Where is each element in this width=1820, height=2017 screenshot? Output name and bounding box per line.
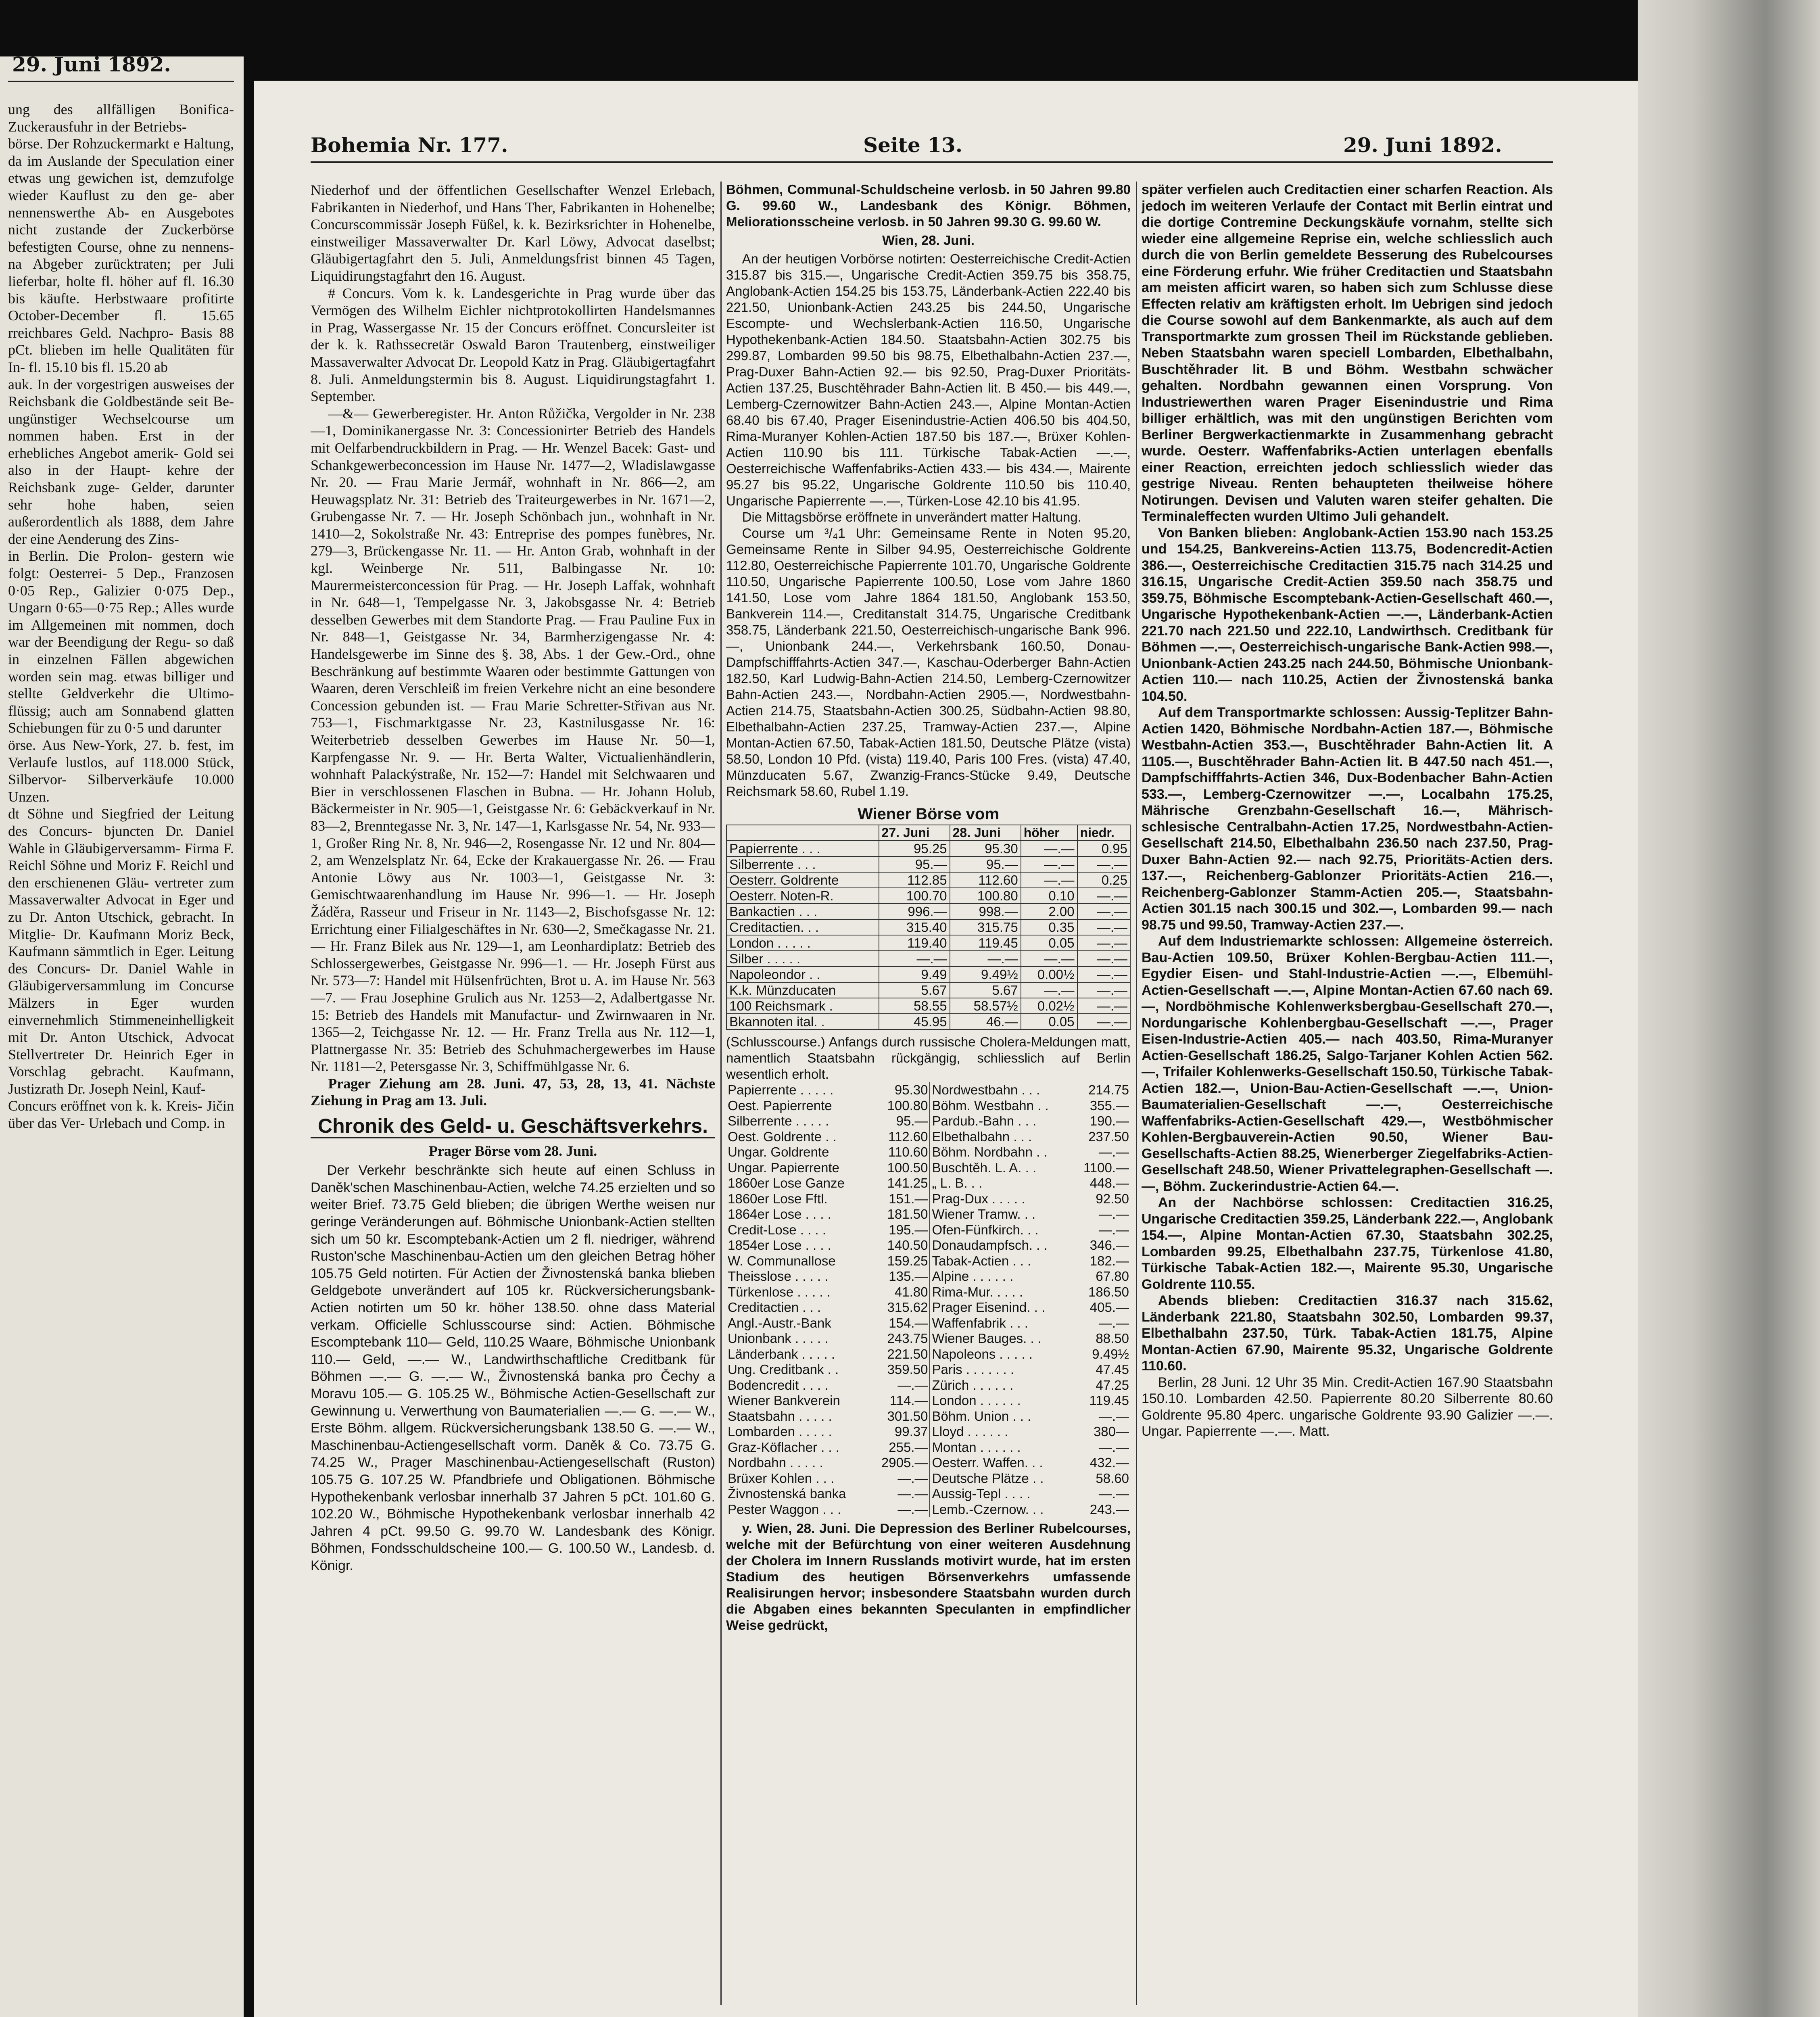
left-paragraph: ung des allfälligen Bonifica- Zuckerausfuhr in der Betriebs- (8, 101, 234, 135)
quote-cell: 88.50 (1096, 1331, 1129, 1346)
quote-cell: 114.— (870, 1393, 930, 1409)
quote-cell: —.— (1077, 1014, 1130, 1029)
quote-cell: 355.— (1089, 1098, 1129, 1113)
quote-cell: 315.75 (950, 919, 1021, 935)
security-name: 1860er Lose Fftl. (728, 1191, 828, 1206)
security-name: Aussig-Tepl . . . . (932, 1486, 1031, 1501)
security-name: Napoleondor . . (726, 967, 879, 982)
table-row (726, 1331, 1131, 1347)
quote-cell: —.— (1098, 1207, 1129, 1221)
column-header: niedr. (1077, 825, 1130, 841)
quote-cell: 110.60 (870, 1144, 930, 1160)
quote-cell: 58.57½ (950, 998, 1021, 1014)
security-name: Buschtěh. L. A. . . (932, 1160, 1037, 1175)
notice-paragraph: Niederhof und der öffentlichen Gesellschafter Wenzel Erlebach, Fabrikanten in Niederhof, und Hans Ther, Fabrikanten in Hohenelbe; Concurscommissär Joseph Füßel, k. k. Bezirksrichter in Hohenelbe, einstweiliger Massaverwalter Dr. Karl Löwy, Advocat daselbst; Gläubigertagfahrt den 5. Juli, Anmeldungsfrist binnen 45 Tagen, Liquidirungstagfahrt den 16. August. (311, 182, 715, 284)
quote-cell: 0.05 (1021, 935, 1077, 951)
column-2 (726, 182, 1131, 2005)
table-row (726, 1191, 1131, 1207)
quote-cell: 41.80 (870, 1284, 930, 1300)
berlin-report: Berlin, 28 Juni. 12 Uhr 35 Min. Credit-Actien 167.90 Staatsbahn 150.10. Lombarden 42.50. Papierrente 80.20 Silberrente 80.60 Goldrente 95.80 4perc. ungarische Goldrente 93.90 Galizier —.—. Ungar. Papierrente —.—. Matt. (1142, 1374, 1553, 1439)
wiener-boerse-table (726, 825, 1131, 1030)
quote-cell: 154.— (870, 1315, 930, 1331)
quote-cell: 99.37 (870, 1424, 930, 1440)
security-name: Unionbank . . . . . (728, 1331, 829, 1346)
quote-cell: —.— (1077, 935, 1130, 951)
quote-cell: —.— (1098, 1408, 1129, 1424)
quote-cell: 221.50 (870, 1347, 930, 1362)
landesbank-paragraph: Böhmen, Communal-Schuldscheine verlosb. in 50 Jahren 99.80 G. 99.60 W., Landesbank des Königr. Böhmen, Meliorationsscheine verlosb. in 50 Jahren 99.30 G. 99.60 W. (726, 182, 1131, 229)
quote-cell: 190.— (1089, 1113, 1129, 1128)
security-name: Živnostenská banka (728, 1486, 846, 1501)
column-header (726, 825, 879, 841)
table-row (726, 872, 1130, 888)
quote-cell: 67.80 (1096, 1269, 1129, 1284)
table-row (726, 1424, 1131, 1440)
left-paragraph: Concurs eröffnet von k. k. Kreis- Jičin über das Ver- Urlebach und Comp. in (8, 1098, 234, 1132)
table-row (726, 1362, 1131, 1378)
quote-cell: 151.— (870, 1191, 930, 1207)
quote-cell: 255.— (870, 1440, 930, 1455)
table-row (726, 1014, 1130, 1029)
prager-boerse-title: Prager Börse vom 28. Juni. (428, 1142, 597, 1159)
quote-cell: —.— (1098, 1222, 1129, 1237)
schlusscourse-intro: (Schlusscourse.) Anfangs durch russische Cholera-Meldungen matt, namentlich Staatsbahn rückgängig, schliesslich auf Berlin wesentlich erholt. (726, 1034, 1131, 1082)
security-name: Böhm. Union . . . (932, 1408, 1031, 1424)
quote-cell: 45.95 (879, 1014, 950, 1029)
quote-cell: 237.50 (1088, 1129, 1129, 1144)
closing-prices-table (726, 1082, 1131, 1517)
security-name: Nordwestbahn . . . (932, 1082, 1040, 1097)
quote-cell: 119.45 (950, 935, 1021, 951)
quote-cell: 0.10 (1021, 888, 1077, 904)
book-edge (1638, 0, 1820, 2017)
page-number: Seite 13. (863, 133, 963, 157)
table-row (726, 1144, 1131, 1160)
table-row (726, 1440, 1131, 1455)
security-name: Bodencredit . . . . (728, 1377, 829, 1393)
quote-cell: 0.00½ (1021, 967, 1077, 982)
quote-cell: 95.— (950, 856, 1021, 872)
table-row (726, 1269, 1131, 1284)
quote-cell: 95.30 (870, 1082, 930, 1098)
quote-cell: 432.— (1089, 1455, 1129, 1470)
quote-cell: 47.45 (1096, 1362, 1129, 1377)
security-name: W. Communallose (728, 1253, 836, 1268)
quote-cell: 301.50 (870, 1409, 930, 1424)
quote-cell: 448.— (1089, 1176, 1129, 1190)
nachboerse-report: An der Nachbörse schlossen: Creditactien 316.25, Ungarische Creditactien 359.25, Länderbank 222.—, Anglobank 154.—, Alpine Montan-Actien 67.30, Staatsbahn 302.25, Lombarden 99.25, Elbethalbahn 237.75, Türkenlose 41.80, Türkische Tabak-Actien 182.—, Mairente 95.30, Ungarische Goldrente 110.55. (1142, 1195, 1553, 1292)
quote-cell: —.— (1021, 872, 1077, 888)
quote-cell: 58.60 (1096, 1470, 1129, 1486)
security-name: Brüxer Kohlen . . . (728, 1470, 835, 1486)
table-row (726, 888, 1130, 904)
quote-cell: 119.40 (879, 935, 950, 951)
security-name: 100 Reichsmark . (726, 998, 879, 1014)
table-row (726, 1471, 1131, 1487)
table-row (726, 982, 1130, 998)
security-name: Nordbahn . . . . . (728, 1455, 823, 1470)
issue-date: 29. Juni 1892. (1343, 133, 1502, 157)
quote-cell: 100.80 (950, 888, 1021, 904)
prager-ziehung: Prager Ziehung am 28. Juni. 47, 53, 28, 13, 41. Nächste Ziehung in Prag am 13. Juli. (311, 1075, 715, 1109)
quote-cell: 315.62 (870, 1300, 930, 1315)
quote-cell: —.— (870, 1486, 930, 1502)
quote-cell: 100.80 (870, 1098, 930, 1114)
security-name: Zürich . . . . . . (932, 1377, 1014, 1393)
security-name: Creditactien . . . (728, 1300, 821, 1315)
newspaper-page (254, 81, 1638, 2017)
table-row (726, 1486, 1131, 1502)
security-name: K.k. Münzducaten (726, 982, 879, 998)
quote-cell: 2.00 (1021, 904, 1077, 919)
concurs-notice: # Concurs. Vom k. k. Landesgerichte in Prag wurde über das Vermögen des Wilhelm Eichler nichtprotokollirten Handelsmannes in Prag, Wassergasse Nr. 15 der Concurs eröffnet. Concursleiter ist der k. k. Rathssecretär Oswald Baron Trautenberg, einstweiliger Massaverwalter Advocat Dr. Leopold Katz in Prag. Gläubigertagfahrt 8. Juli. Anmeldungstermin bis 8. August. Liquidirungstagfahrt 1. September. (311, 285, 715, 405)
quote-cell: 380— (1093, 1424, 1129, 1439)
course-report: Course um ³/₄1 Uhr: Gemeinsame Rente in Noten 95.20, Gemeinsame Rente in Silber 94.95, Oesterreichische Goldrente 112.80, Oesterreichische Papierrente 101.70, Ungarische Goldrente 110.50, Ungarische Papierrente 100.50, Lose vom Jahre 1860 141.50, Lose vom Jahre 1864 181.50, Anglobank 153.50, Bankverein 114.—, Creditanstalt 314.75, Ungarische Creditbank 358.75, Länderbank 221.50, Oesterreichisch-ungarische Bank 996.—, Unionbank 244.—, Verkehrsbank 160.50, Donau-Dampfschifffahrts-Actien 347.—, Kaschau-Oderberger Bahn-Actien 182.50, Karl Ludwig-Bahn-Actien 214.50, Lemberg-Czernowitzer Bahn-Actien 243.—, Nordbahn-Actien 2905.—, Nordwestbahn-Actien 214.75, Staatsbahn-Actien 300.25, Südbahn-Actien 98.80, Elbethalbahn-Actien 237.25, Tramway-Actien 237.—, Alpine Montan-Actien 67.50, Tabak-Actien 181.50, Deutsche Plätze (vista) 58.50, London 10 Pfd. (vista) 119.40, Paris 100 Fres. (vista) 47.40, Münzducaten 5.67, Zwanzig-Francs-Stücke 9.49, Deutsche Reichsmark 58.60, Rubel 1.19. (726, 526, 1131, 799)
table-row (726, 951, 1130, 967)
quote-cell: 1100.— (1083, 1160, 1129, 1175)
wien-dateline: Wien, 28. Juni. (882, 233, 975, 248)
security-name: Türkenlose . . . . . (728, 1284, 831, 1299)
table-row (726, 1098, 1131, 1114)
quote-cell: —.— (1021, 856, 1077, 872)
mittagsboerse: Die Mittagsbörse eröffnete in unverändert matter Haltung. (742, 509, 1081, 524)
quote-cell: 0.05 (1021, 1014, 1077, 1029)
quote-cell: 346.— (1089, 1238, 1129, 1253)
table-row (726, 919, 1130, 935)
quote-cell: —.— (1077, 888, 1130, 904)
quote-cell: —.— (1021, 841, 1077, 856)
table-row (726, 1176, 1131, 1191)
quote-cell: 92.50 (1096, 1191, 1129, 1206)
quote-cell: 95.— (879, 856, 950, 872)
table-row (726, 1378, 1131, 1393)
security-name: Prager Eisenind. . . (932, 1300, 1046, 1315)
left-paragraph: börse. Der Rohzuckermarkt e Haltung, da im Auslande der Speculation einer etwas ung gewichen ist, demzufolge wieder Kauflust zu den ge- aber nennenswerthe Ab- en Ausgebotes nicht zustande der Zuckerbörse befestigten Course, ohne zu nennens- na Abgeber zurücktraten; per Juli lieferbar, holte fl. höher auf fl. 16.30 bis käufte. Herbstwaare profitirte October-December fl. 15.65 rreichbares Geld. Nachpro- Basis 88 pCt. blieben im helle Qualitäten für In- fl. 15.10 bis fl. 15.20 ab (8, 136, 234, 375)
market-report-continued: später verfielen auch Creditactien einer scharfen Reaction. Als jedoch im weiteren Verlaufe der Contact mit Berlin eintrat und die dortige Contremine Deckungskäufe vornahm, stellte sich wieder eine allgemeine Reprise ein, welche schliesslich auch durch die von Berlin gemeldete Besserung des Rubelcourses eine Förderung erfuhr. Wie früher Creditactien und Staatsbahn am meisten afficirt waren, so haben sich zum Schlusse diese Effecten relativ am kräftigsten erholt. Im Uebrigen sind jedoch die Course sowohl auf dem Bankenmarkte, als auch auf dem Transportmarkte zum grossen Theil im Rückstande geblieben. Neben Staatsbahn waren speciell Lombarden, Elbethalbahn, Buschtěhrader lit. B und Böhm. Westbahn schwächer gehalten. Nordbahn gewannen einen Vorsprung. Von Industriewerthen waren Prager Eisenindustrie und Rima billiger erhältlich, was mit den ungünstigen Berichten vom Berliner Bergwerkactienmarkte in Zusammenhang gebracht wurde. Oesterr. Waffenfabriks-Actien unterlagen ebenfalls einer Reaction, erreichten jedoch schliesslich wieder das gestrige Niveau. Renten behaupteten theilweise höhere Notirungen. Devisen und Valuten waren steifer gehalten. Die Terminaleffecten wurden Ultimo Juli gehandelt. (1142, 182, 1553, 524)
quote-cell: 998.— (950, 904, 1021, 919)
table-row (726, 1284, 1131, 1300)
security-name: Böhm. Nordbahn . . (932, 1144, 1048, 1159)
quote-cell: 186.50 (1088, 1284, 1129, 1299)
quote-cell: —.— (870, 1378, 930, 1393)
abends-report: Abends blieben: Creditactien 316.37 nach 315.62, Länderbank 221.80, Staatsbahn 302.50, Lombarden 99.37, Elbethalbahn 237.50, Türk. Tabak-Actien 181.75, Alpine Montan-Actien 67.90, Mairente 95.32, Ungarische Goldrente 110.60. (1142, 1293, 1553, 1374)
wiener-boerse-rows (726, 841, 1130, 1029)
quote-cell: 100.50 (870, 1160, 930, 1176)
quote-cell: 112.60 (950, 872, 1021, 888)
quote-cell: 135.— (870, 1269, 930, 1284)
security-name: Staatsbahn . . . . . (728, 1408, 832, 1424)
quote-cell: 996.— (879, 904, 950, 919)
quote-cell: 181.50 (870, 1207, 930, 1222)
quote-cell: 58.55 (879, 998, 950, 1014)
quote-cell: 9.49½ (1092, 1346, 1129, 1361)
security-name: Oesterr. Goldrente (726, 872, 879, 888)
security-name: „ L. B. . . (932, 1176, 983, 1190)
column-header: 28. Juni (950, 825, 1021, 841)
security-name: Ung. Creditbank . . (728, 1362, 839, 1377)
quote-cell: 9.49½ (950, 967, 1021, 982)
section-heading: Chronik des Geld- u. Geschäftsverkehrs. (311, 1117, 715, 1138)
quote-cell: 0.95 (1077, 841, 1130, 856)
table-row (726, 967, 1130, 982)
quote-cell: 359.50 (870, 1362, 930, 1378)
security-name: Ungar. Papierrente (728, 1160, 840, 1175)
quote-cell: 5.67 (950, 982, 1021, 998)
table-row (726, 1129, 1131, 1145)
column-header: höher (1021, 825, 1077, 841)
quote-cell: 9.49 (879, 967, 950, 982)
security-name: Lloyd . . . . . . (932, 1424, 1008, 1439)
vorboerse-report: An der heutigen Vorbörse notirten: Oesterreichische Credit-Actien 315.87 bis 315.—, Ungarische Credit-Actien 359.75 bis 358.75, Anglobank-Actien 154.25 bis 153.75, Länderbank-Actien 222.40 bis 221.50, Unionbank-Actien 243.25 bis 244.50, Ungarische Escompte- und Wechslerbank-Actien 116.50, Ungarische Hypothekenbank-Actien 184.50. Staatsbahn-Actien 302.75 bis 299.87, Lombarden 99.50 bis 98.75, Elbethalbahn-Actien 237.—, Prag-Duxer Bahn-Actien 92.— bis 92.50, Prag-Duxer Prioritäts-Actien 137.25, Buschtěhrader Bahn-Actien lit. B 450.— bis 449.—, Lemberg-Czernowitzer Bahn-Actien 243.—, Alpine Montan-Actien 68.40 bis 67.40, Prager Eisenindustrie-Actien 406.50 bis 404.50, Rima-Muranyer Kohlen-Actien 187.50 bis 187.—, Brüxer Kohlen-Actien 110.90 bis 111. Türkische Tabak-Actien —.—, Oesterreichische Waffenfabriks-Actien 433.— bis 434.—, Mairente 95.27 bis 95.22, Ungarische Goldrente 110.50 bis 110.40, Ungarische Papierrente —.—, Türken-Lose 42.10 bis 41.95. (726, 251, 1131, 508)
column-header: 27. Juni (879, 825, 950, 841)
security-name: 1854er Lose . . . . (728, 1238, 831, 1253)
quote-cell: 95.30 (950, 841, 1021, 856)
security-name: 1860er Lose Ganze (728, 1176, 845, 1190)
security-name: Oesterr. Noten-R. (726, 888, 879, 904)
quote-cell: 243.— (1089, 1501, 1129, 1517)
wien-market-report: y. Wien, 28. Juni. Die Depression des Berliner Rubelcourses, welche mit der Befürchtung von einer weiteren Ausdehnung der Cholera im Innern Russlands motivirt wurde, hat im ersten Stadium des heutigen Börsenverkehrs umfassende Realisirungen hervor; insbesondere Staatsbahn wurden durch die Abgaben eines bekannten Speculanten in empfindlicher Weise gedrückt, (726, 1521, 1131, 1633)
left-paragraph: in Berlin. Die Prolon- gestern wie folgt: Oesterrei- 5 Dep., Franzosen 0·05 Rep., Galizier 0·075 Dep., Ungarn 0·65—0·75 Rep.; Alles wurde im Allgemeinen mit nommen, doch war der Beendigung der Regu- so daß in einzelnen Fällen abgewichen worden sein mag. etwas billiger und stellte Geldverkehr die Ultimo- flüssig; auch am Sonnabend glatten Schiebungen für zu 0·5 und darunter (8, 548, 234, 736)
security-name: Donaudampfsch. . . (932, 1238, 1048, 1253)
table-row (726, 1113, 1131, 1129)
quote-cell: —.— (879, 951, 950, 967)
security-name: London . . . . . (726, 935, 879, 951)
quote-cell: —.— (1077, 967, 1130, 982)
security-name: Napoleons . . . . . (932, 1346, 1033, 1361)
table-row (726, 841, 1130, 856)
table-row (726, 1300, 1131, 1315)
column-3 (1142, 182, 1553, 2005)
table-row (726, 1347, 1131, 1362)
quote-cell: —.— (1098, 1486, 1129, 1501)
left-page-date: 29. Juni 1892. (12, 56, 171, 76)
quote-cell: —.— (1021, 951, 1077, 967)
left-paragraph: dt Söhne und Siegfried der Leitung des Concurs- bjuncten Dr. Daniel Wahle in Gläubigerversamm- Firma F. Reichl Söhne und Moriz F. Reichl und den erschienenen Gläu- vertreter zum Massaverwalter Advocat in Eger und zu Dr. Anton Utschick, gebracht. In Mitglie- Dr. Kaufmann Moriz Beck, Kaufmann sämmtlich in Eger. Leitung des Concurs- Dr. Daniel Wahle in Gläubigerversammlung im Concurse Mälzers in Eger wurden einvernehmlich Stimmeneinhelligkeit mit Dr. Anton Utschick, Advocat Stellvertreter Dr. Heinrich Eger in Vorschlag gebracht. Kaufmann, Justizrath Dr. Joseph Neinl, Kauf- (8, 806, 234, 1097)
security-name: London . . . . . . (932, 1393, 1021, 1408)
security-name: Papierrente . . . . . (728, 1082, 834, 1097)
quote-cell: 405.— (1089, 1300, 1129, 1315)
security-name: Oest. Papierrente (728, 1098, 832, 1113)
table-row (726, 904, 1130, 919)
column-rule (1136, 182, 1137, 2005)
banken-report: Von Banken blieben: Anglobank-Actien 153.90 nach 153.25 und 154.25, Bankvereins-Actien 113.75, Bodencredit-Actien 386.—, Oesterreichische Creditactien 315.75 nach 314.25 und 316.15, Ungarische Credit-Actien 359.50 nach 358.75 und 359.75, Böhmische Escomptebank-Actien-Gesellschaft 460.—, Ungarische Hypothekenbank-Actien —.—, Länderbank-Actien 221.70 nach 221.50 und 222.10, Landwirthsch. Creditbank für Böhmen —.—, Oesterreichisch-ungarische Bank-Actien 998.—, Unionbank-Actien 243.25 nach 244.50, Böhmische Unionbank-Actien 110.— nach 110.25, Actien der Živnostenská banka 104.50. (1142, 525, 1553, 704)
quote-cell: 95.25 (879, 841, 950, 856)
quote-cell: —.— (1077, 856, 1130, 872)
quote-cell: 112.85 (879, 872, 950, 888)
quote-cell: —.— (1021, 982, 1077, 998)
quote-cell: 2905.— (870, 1455, 930, 1471)
security-name: Deutsche Plätze . . (932, 1470, 1044, 1486)
column-1 (311, 182, 715, 2005)
table-row (726, 1502, 1131, 1518)
quote-cell: —.— (1077, 982, 1130, 998)
security-name: Silberrente . . . (726, 856, 879, 872)
quote-cell: 140.50 (870, 1238, 930, 1253)
table-row (726, 1160, 1131, 1176)
security-name: Waffenfabrik . . . (932, 1315, 1028, 1330)
table-row (726, 1253, 1131, 1269)
left-paragraph: örse. Aus New-York, 27. b. fest, im Verlaufe lustlos, auf 118.000 Stück, Silbervor- Silberverkäufe 10.000 Unzen. (8, 737, 234, 805)
quote-cell: —.— (1077, 904, 1130, 919)
table-row (726, 856, 1130, 872)
quote-cell: —.— (1077, 998, 1130, 1014)
page-gutter (244, 0, 254, 2017)
security-name: Pardub.-Bahn . . . (932, 1113, 1037, 1128)
security-name: Angl.-Austr.-Bank (728, 1315, 831, 1330)
security-name: Pester Waggon . . . (728, 1501, 841, 1517)
security-name: Oesterr. Waffen. . . (932, 1455, 1043, 1470)
security-name: Montan . . . . . . (932, 1439, 1021, 1455)
quote-cell: 100.70 (879, 888, 950, 904)
security-name: Lombarden . . . . . (728, 1424, 832, 1439)
security-name: Lemb.-Czernow. . . (932, 1501, 1044, 1517)
quote-cell: 195.— (870, 1222, 930, 1238)
quote-cell: 5.67 (879, 982, 950, 998)
table-header-row (726, 825, 1130, 841)
closing-prices-rows (726, 1082, 1131, 1517)
security-name: Länderbank . . . . . (728, 1346, 835, 1361)
table-row (726, 1393, 1131, 1409)
table-row (726, 1238, 1131, 1253)
security-name: Credit-Lose . . . . (728, 1222, 826, 1237)
table-row (726, 998, 1130, 1014)
quote-cell: 0.35 (1021, 919, 1077, 935)
quote-cell: 0.02½ (1021, 998, 1077, 1014)
security-name: Silber . . . . . (726, 951, 879, 967)
quote-cell: 182.— (1089, 1253, 1129, 1268)
table-row (726, 1455, 1131, 1471)
quote-cell: —.— (1098, 1439, 1129, 1455)
left-paragraph: auk. In der vorgestrigen ausweises der Reichsbank die Goldbestände seit Be- ungünstiger Wechselcourse um nommen haben. Erst in der erhebliches Angebot amerik- Gold sei also in der Haupt- kehre der Reichsbank zuge- Gelder, darunter sehr hohe haben, seien außerordentlich als 1888, dem Jahre der eine Aenderung des Zins- (8, 376, 234, 547)
security-name: Ungar. Goldrente (728, 1144, 829, 1159)
table-row (726, 1222, 1131, 1238)
quote-cell: —.— (950, 951, 1021, 967)
quote-cell: —.— (1077, 919, 1130, 935)
quote-cell: 214.75 (1088, 1082, 1129, 1097)
security-name: Rima-Mur. . . . . (932, 1284, 1023, 1299)
quote-cell: —.— (1098, 1144, 1129, 1159)
table-row (726, 1207, 1131, 1222)
security-name: Tabak-Actien . . . (932, 1253, 1031, 1268)
quote-cell: 141.25 (870, 1176, 930, 1191)
quote-cell: 95.— (870, 1113, 930, 1129)
masthead: Bohemia Nr. 177. (311, 133, 508, 157)
quote-cell: 315.40 (879, 919, 950, 935)
column-rule (720, 182, 722, 2005)
quote-cell: 119.45 (1089, 1393, 1129, 1408)
left-page-column (8, 101, 234, 1876)
quote-cell: —.— (1098, 1315, 1129, 1330)
security-name: Böhm. Westbahn . . (932, 1098, 1049, 1113)
security-name: Oest. Goldrente . . (728, 1129, 837, 1144)
security-name: Wiener Bankverein (728, 1393, 840, 1408)
security-name: Theisslose . . . . . (728, 1269, 829, 1284)
transportmarkt-report: Auf dem Transportmarkte schlossen: Aussig-Teplitzer Bahn-Actien 1420, Böhmische Nordbahn-Actien 187.—, Böhmische Westbahn-Actien 353.—, Buschtěhrader Bahn-Actien lit. A 1105.—, Buschtěhrader Bahn-Actien lit. B 447.50 nach 451.—, Dampfschifffahrts-Actien 346, Dux-Bodenbacher Bahn-Actien 533.—, Lemberg-Czernowitzer —.—, Localbahn 175.25, Mährische Grenzbahn-Gesellschaft 16.—, Mährisch-schlesische Centralbahn-Actien 17.25, Nordwestbahn-Actien-Gesellschaft 214.50, Elbethalbahn 236.50 nach 237.50, Prag-Duxer Bahn-Actien 92.— nach 92.75, Prioritäts-Actien ders. 137.—, Reichenberg-Gablonzer Prioritäts-Actien 216.—, Reichenberg-Gablonzer Stamm-Actien 205.—, Staatsbahn-Actien 301.15 nach 300.15 und 302.—, Lombarden 99.— nach 98.75 und 99.50, Tramway-Actien 237.—. (1142, 705, 1553, 933)
header-rule (311, 161, 1553, 163)
table-row (726, 1082, 1131, 1098)
security-name: Silberrente . . . . . (728, 1113, 829, 1128)
quote-cell: 159.25 (870, 1253, 930, 1269)
table-row (726, 935, 1130, 951)
quote-cell: —.— (870, 1471, 930, 1487)
security-name: Bkannoten ital. . (726, 1014, 879, 1029)
left-page-header-rule (8, 81, 234, 82)
quote-cell: —.— (1077, 951, 1130, 967)
gewerberegister: —&— Gewerberegister. Hr. Anton Růžička, Vergolder in Nr. 238—1, Dominikanergasse Nr. 3: Concessionirter Betrieb des Handels mit Oelfarbendruckbildern in Prag. — Hr. Wenzel Bacek: Gast- und Schankgewerbeconcession im Hause Nr. 1477—2, Wladislawgasse Nr. 20. — Frau Marie Jermář, wohnhaft in Nr. 866—2, am Heuwagsplatz Nr. 31: Betrieb des Traiteurgewerbes in Nr. 1671—2, Grubengasse Nr. 7. — Hr. Joseph Schönbach jun., wohnhaft in Nr. 1410—2, Sokolstraße Nr. 43: Entreprise des pompes funèbres, Nr. 279—3, Brückengasse Nr. 11. — Hr. Anton Grab, wohnhaft in der kgl. Weinberge Nr. 511, Balbingasse Nr. 10: Maurermeisterconcession für Prag. — Hr. Joseph Laffak, wohnhaft in Nr. 648—1, Tempelgasse Nr. 3, Jakobsgasse Nr. 4: Betrieb desselben Gewerbes mit dem Standorte Prag. — Frau Pauline Fux in Nr. 848—1, Geistgasse Nr. 34, Barmherzigengasse Nr. 4: Handelsgewerbe im Sinne des §. 38, Abs. 1 der Gew.-Ord., ohne Beschränkung auf bestimmte Waaren oder bestimmte Gattungen von Waaren, deren Verschleiß im freien Verkehre nicht an eine besondere Concession gebunden ist. — Frau Marie Schretter-Střivan aus Nr. 753—1, Fischmarktgasse Nr. 23, Kastnilusgasse Nr. 16: Weiterbetrieb desselben Gewerbes im Hause Nr. 50—1, Karpfengasse Nr. 9. — Hr. Berta Walter, Victualienhändlerin, wohnhaft Palackýstraße, Nr. 152—7: Handel mit Selchwaaren und Bier in verschlossenen Flaschen in Bubna. — Hr. Johann Holub, Bäckermeister in Nr. 905—1, Geistgasse Nr. 6: Gebäckverkauf in Nr. 83—2, Brenntegasse Nr. 3, Nr. 147—1, Karlsgasse Nr. 54, Nr. 933—1, Großer Ring Nr. 8, Nr. 946—2, Rosengasse Nr. 12 und Nr. 804—2, am Wenzelsplatz Nr. 64, Ecke der Krakauergasse Nr. 26. — Frau Antonie Löwy aus Nr. 1003—1, Geistgasse Nr. 3: Gemischtwaarenhandlung im Hause Nr. 996—1. — Hr. Joseph Žáděra, Rasseur und Friseur in Nr. 1143—2, Bischofsgasse Nr. 12: Errichtung einer Filialgeschäftes in Nr. 630—2, Smečkagasse Nr. 21. — Hr. Franz Bilek aus Nr. 129—1, am Leonhardiplatz: Betrieb des Schlossergewerbes, Geistgasse Nr. 996—1. — Hr. Joseph Fürst aus Nr. 573—7: Handel mit Hülsenfrüchten, Brot u. A. im Hause Nr. 563—7. — Frau Josephine Grulich aus Nr. 1253—2, Adalbertgasse Nr. 15: Betrieb des Handels mit Manufactur- und Zwirnwaaren in Nr. 1365—2, Teichgasse Nr. 12. — Hr. Franz Trella aus Nr. 112—1, Plattnergasse Nr. 35: Betrieb des Schuhmachergewerbes im Hause Nr. 1181—2, Petersgasse Nr. 3, Schiffmühlgasse Nr. 6. (311, 405, 715, 1075)
quote-cell: 112.60 (870, 1129, 930, 1145)
quote-cell: —.— (870, 1502, 930, 1518)
prager-boerse-report: Der Verkehr beschränkte sich heute auf einen Schluss in Daněk'schen Maschinenbau-Actien, welche 74.25 erzielten und so weiter Brief. 73.75 Geld blieben; die übrigen Werthe weisen nur geringe Veränderungen auf. Böhmische Unionbank-Actien stellten sich um 50 kr. Escomptebank-Actien um 2 fl. niedriger, während Ruston'sche Maschinenbau-Actien um den gleichen Betrag höher 105.75 Geld notirten. Für Actien der Živnostenská banka blieben Geldgebote unverändert auf 105 kr. Rückversicherungsbank-Actien notirten um 50 kr. höher 138.50. ohne dass Material verkam. Officielle Schlusscourse sind: Actien. Böhmische Escomptebank 110— Geld, 110.25 Waare, Böhmische Unionbank 110.— Geld, —.— W., Landwirthschaftliche Creditbank für Böhmen —.— G. —.— W., Živnostenská banka pro Čechy a Moravu 105.— G. 105.25 W., Böhmische Actien-Gesellschaft zur Gewinnung u. Verwerthung von Baumaterialien —.— G. —.— W., Erste Böhm. allgem. Rückversicherungsbank 138.50 G. —.— W., Maschinenbau-Actiengesellschaft vorm. Daněk & Co. 73.75 G. 74.25 W., Prager Maschinenbau-Actiengesellschaft (Ruston) 105.75 G. 107.25 W. Pfandbriefe und Obligationen. Böhmische Hypothekenbank verlosbar innerhalb 37 Jahren 5 pCt. 101.60 G. 102.20 W., Böhmische Hypothekenbank verlosbar innerhalb 42 Jahren 4 pCt. 99.50 G. 99.70 W. Landesbank des Königr. Böhmen, Fondsschuldscheine 100.— G. 100.50 W., Landesb. d. Königr. (311, 1163, 715, 1573)
table-row (726, 1315, 1131, 1331)
left-page (0, 56, 244, 2017)
security-name: Elbethalbahn . . . (932, 1129, 1032, 1144)
quote-cell: 47.25 (1096, 1377, 1129, 1393)
table-row (726, 1409, 1131, 1424)
industriemarkt-report: Auf dem Industriemarkte schlossen: Allgemeine österreich. Bau-Actien 109.50, Brüxer Kohlen-Bergbau-Actien 111.—, Egydier Eisen- und Stahl-Industrie-Actien —.—, Elbemühl-Actien-Gesellschaft —.—, Alpine Montan-Actien 67.60 nach 69.—, Nordböhmische Kohlenwerksbergbau-Gesellschaft 270.—, Nordungarische Kohlenbergbau-Gesellschaft —.—, Prager Eisen-Industrie-Actien 405.— nach 403.50, Rima-Muranyer Actien-Gesellschaft 186.25, Salgo-Tarjaner Kohlen Actien 562.—, Trifailer Kohlenwerks-Gesellschaft 150.50, Türkische Tabak-Actien 182.—, Union-Bau-Actien-Gesellschaft —.—, Union-Baumaterialien-Gesellschaft —.—, Oesterreichische Waffenfabriks-Actien-Gesellschaft 429.—, Westböhmischer Kohlen-Bergbauverein-Actien 90.50, Wiener Bau-Gesellschafts-Actien 88.25, Wienerberger Ziegelfabriks-Actien-Gesellschaft 248.50, Wiener Privattelegraphen-Gesellschaft —.—, Böhm. Zuckerindustrie-Actien 64.—. (1142, 933, 1553, 1194)
quote-cell: 0.25 (1077, 872, 1130, 888)
security-name: Graz-Köflacher . . . (728, 1439, 839, 1455)
security-name: Alpine . . . . . . (932, 1269, 1014, 1284)
quote-cell: 243.75 (870, 1331, 930, 1347)
security-name: 1864er Lose . . . . (728, 1207, 831, 1221)
security-name: Wiener Tramw. . . (932, 1207, 1036, 1221)
security-name: Prag-Dux . . . . . (932, 1191, 1025, 1206)
security-name: Ofen-Fünfkirch. . . (932, 1222, 1039, 1237)
quote-cell: 46.— (950, 1014, 1021, 1029)
wiener-boerse-title: Wiener Börse vom (858, 805, 999, 823)
security-name: Wiener Bauges. . . (932, 1331, 1041, 1346)
security-name: Papierrente . . . (726, 841, 879, 856)
security-name: Paris . . . . . . . (932, 1362, 1014, 1377)
security-name: Creditactien. . . (726, 919, 879, 935)
security-name: Bankactien . . . (726, 904, 879, 919)
